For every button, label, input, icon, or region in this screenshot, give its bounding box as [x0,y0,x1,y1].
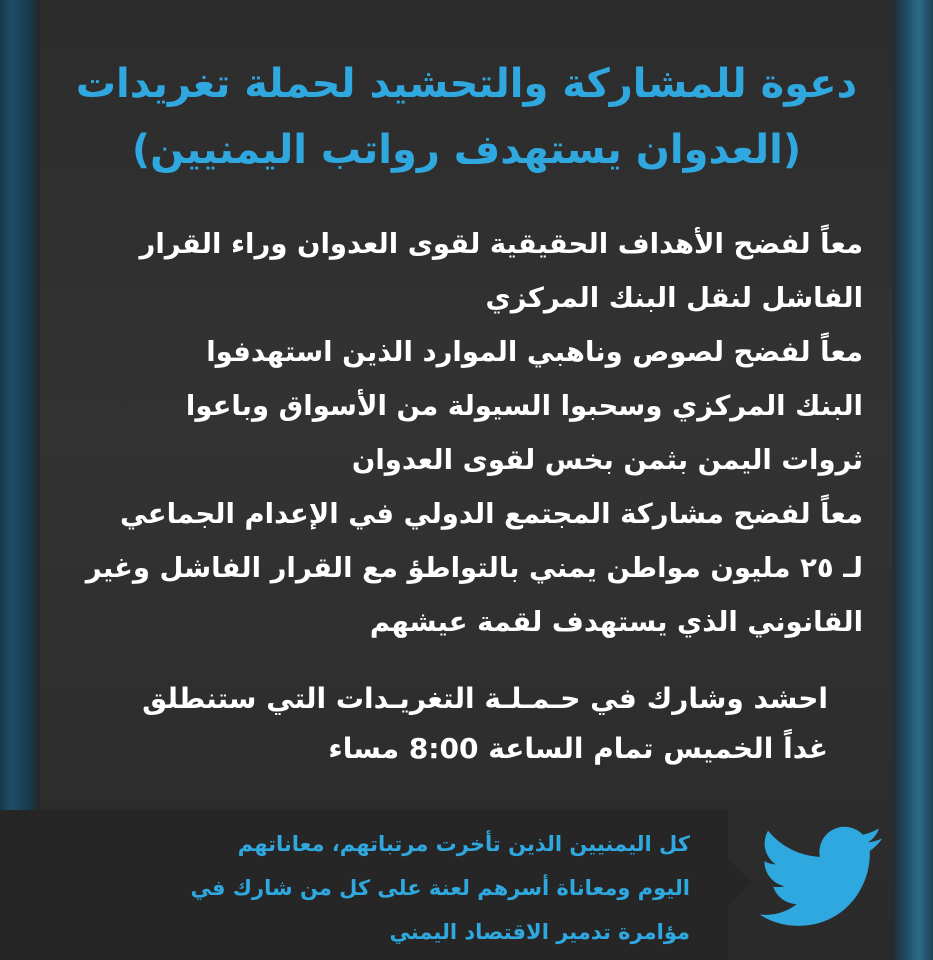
footer-line-3: مؤامرة تدمير الاقتصاد اليمني [389,920,690,944]
footer-line-2: اليوم ومعاناة أسرهم لعنة على كل من شارك في [190,876,690,900]
title-line-1: دعوة للمشاركة والتحشيد لحملة تغريدات [75,61,858,107]
footer-banner-arrow [728,858,752,906]
body-line-1: معاً لفضح الأهداف الحقيقية لقوى العدوان وراء القرار [139,228,863,260]
cta-line-2: غداً الخميس تمام الساعة 8:00 مساء [328,732,828,765]
footer-text [60,822,690,954]
background-frame-right [891,0,933,960]
title-line-2: (العدوان يستهدف رواتب اليمنيين) [131,127,802,173]
twitter-bird-icon [758,826,886,930]
body-line-2: الفاشل لنقل البنك المركزي [485,282,863,314]
body-line-3: معاً لفضح لصوص وناهبي الموارد الذين استهدفوا [206,336,863,368]
cta-line-1: احشد وشارك في حـمـلـة التغريـدات التي ستنطلق [142,682,828,715]
body-line-4: البنك المركزي وسحبوا السيولة من الأسواق وباعوا [185,390,863,422]
body-line-7: لـ ٢٥ مليون مواطن يمني بالتواطؤ مع القرار الفاشل وغير [85,552,863,584]
footer-line-1: كل اليمنيين الذين تأخرت مرتباتهم، معاناتهم [237,832,690,856]
body-line-8: القانوني الذي يستهدف لقمة عيشهم [369,606,863,638]
body-line-6: معاً لفضح مشاركة المجتمع الدولي في الإعدام الجماعي [119,498,863,530]
body-line-5: ثروات اليمن بثمن بخس لقوى العدوان [351,444,863,476]
